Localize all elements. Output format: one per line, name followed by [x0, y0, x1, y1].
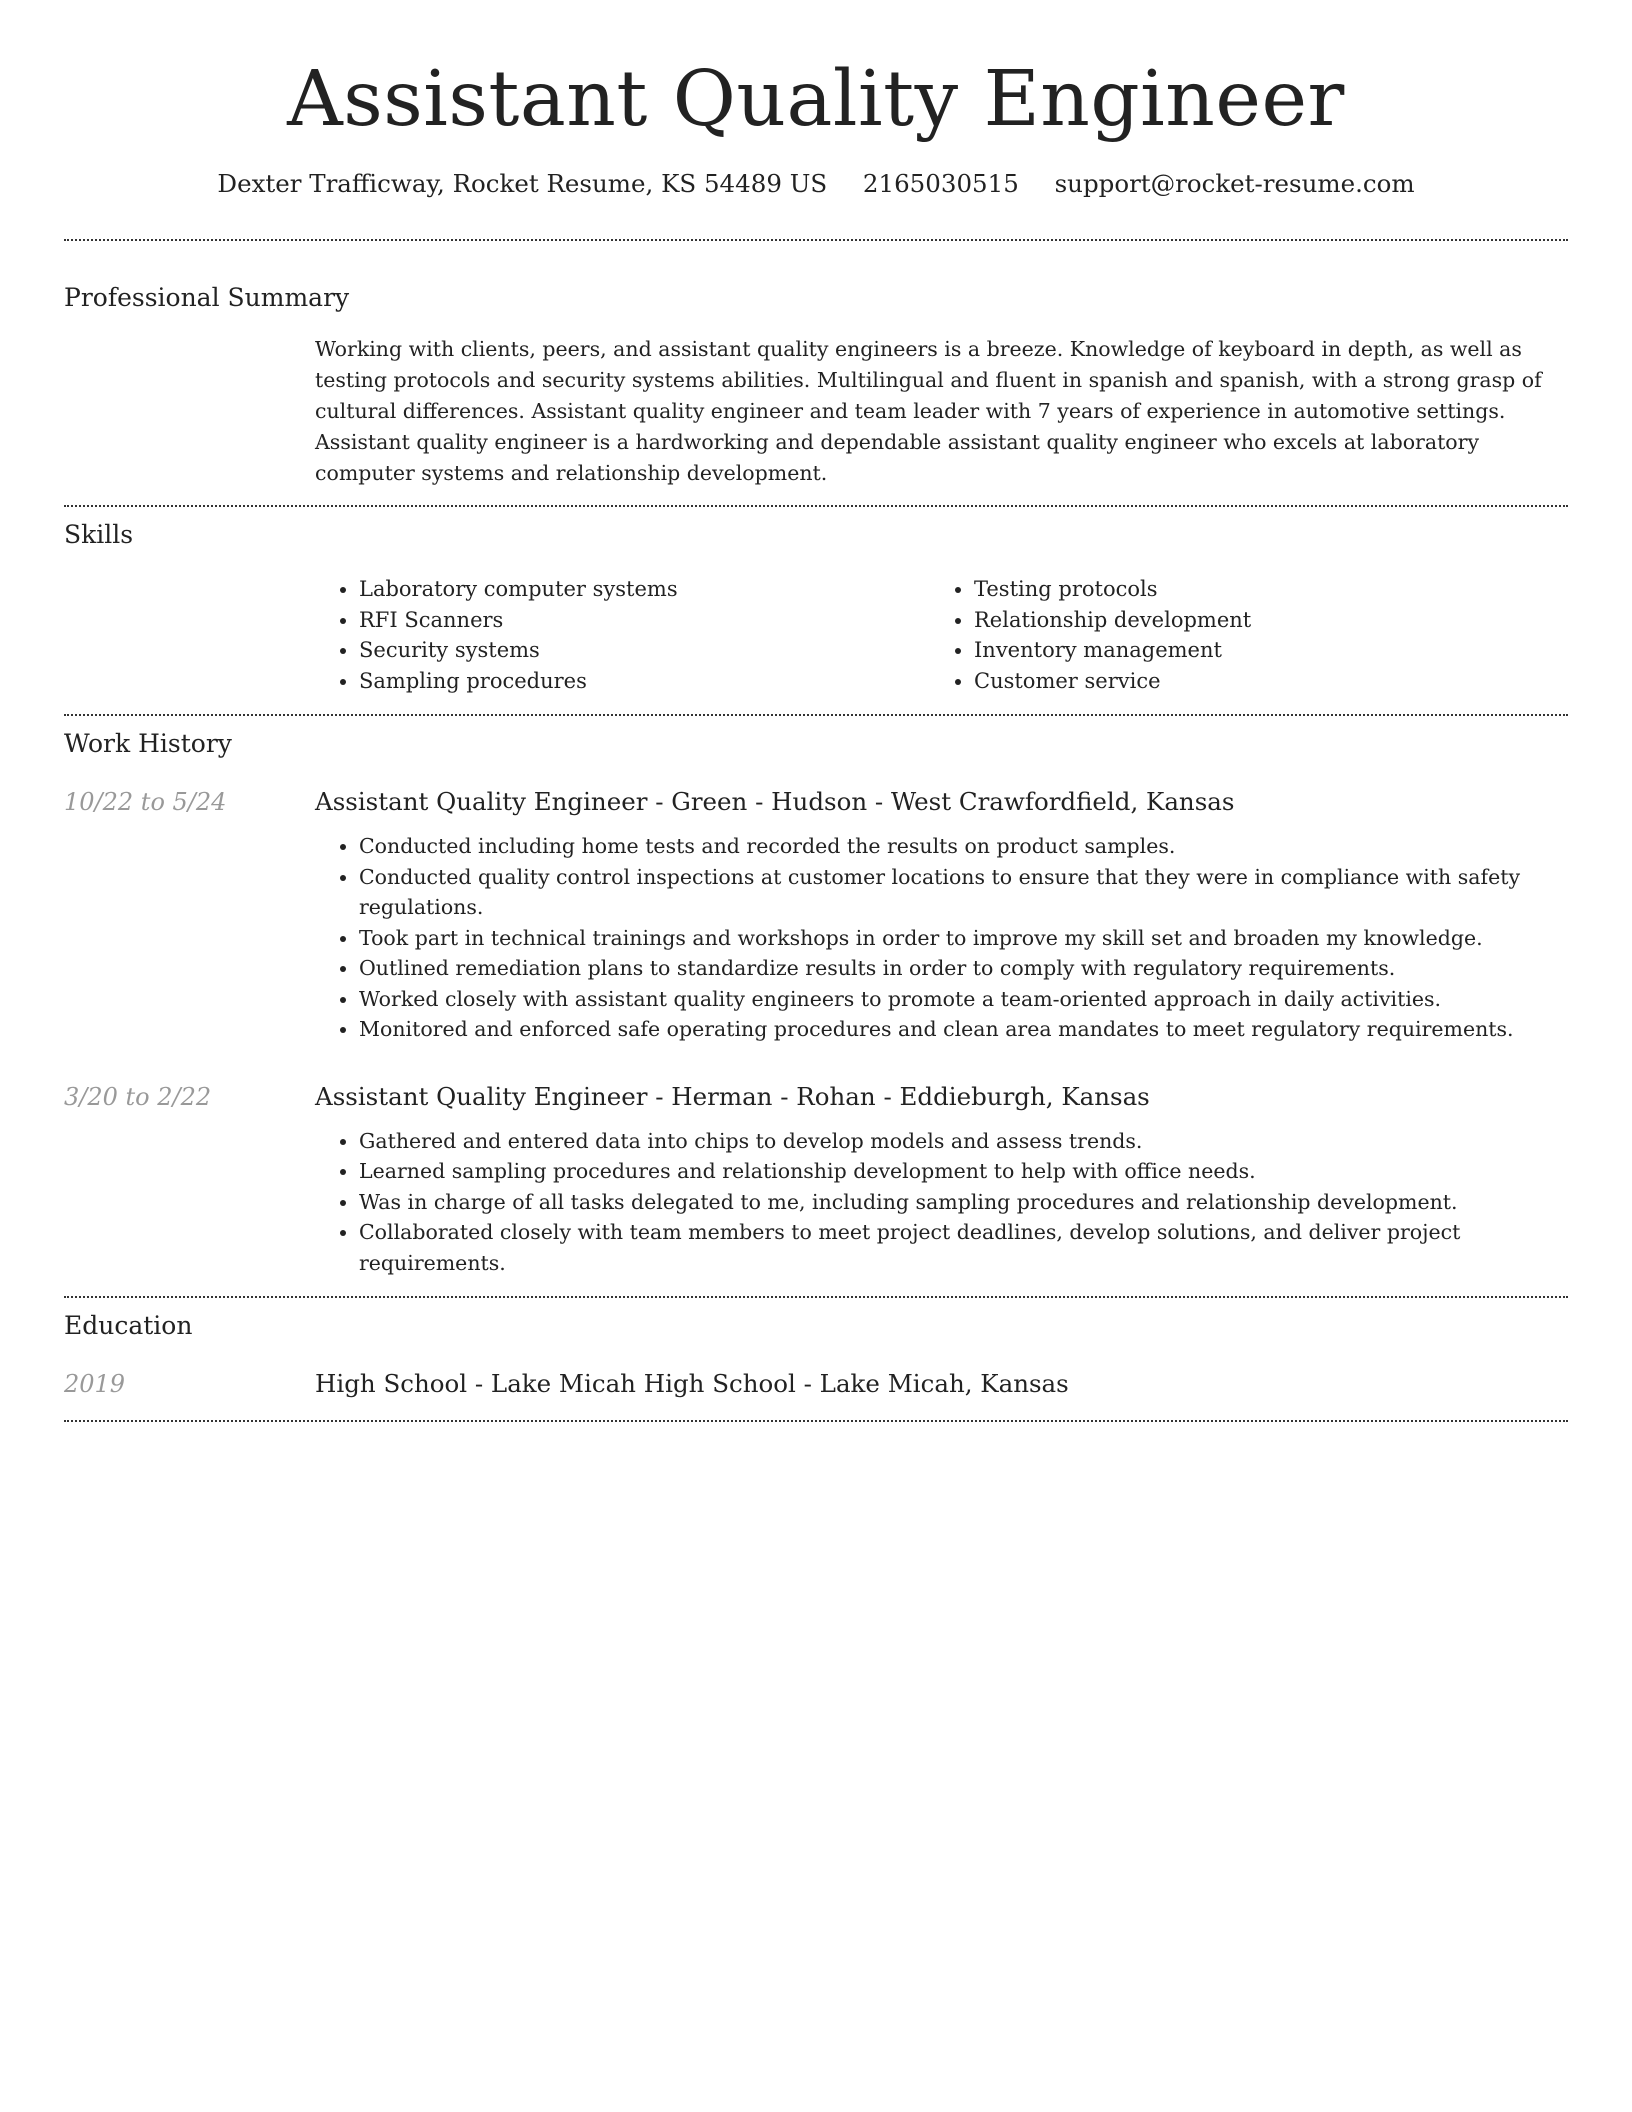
resume-page — [64, 0, 1568, 1422]
section-heading-skills: Skills — [64, 520, 134, 549]
skills-list — [315, 574, 1568, 696]
skills-left-column — [64, 574, 315, 696]
skill-item: • Security systems — [359, 635, 930, 666]
job-bullet: • Learned sampling procedures and relationship development to help with office needs. — [359, 1156, 1568, 1187]
skills-section — [64, 519, 1568, 696]
summary-text: Working with clients, peers, and assistant quality engineers is a breeze. Knowledge of keyboard in depth, as well as testing protocols and security systems abilities. Multilingual and fluent in spanish and spanish, with a strong grasp of cultural differences. Assistant quality engineer and team leader with 7 years of experience in automotive settings. Assistant quality engineer is a hardworking and dependable assistant quality engineer who excels at laboratory computer systems and relationship development. — [315, 337, 1542, 485]
contact-phone: 2165030515 — [862, 169, 1019, 198]
job-bullet: • Took part in technical trainings and workshops in order to improve my skill set and broaden my knowledge. — [359, 923, 1568, 954]
contact-address: Dexter Trafficway, Rocket Resume, KS 54489 US — [217, 169, 828, 198]
job-bullets — [315, 831, 1568, 1045]
resume-title: Assistant Quality Engineer — [287, 55, 1345, 144]
job-title: Assistant Quality Engineer - Green - Hudson - West Crawfordfield, Kansas — [315, 787, 1235, 816]
skill-item: • Customer service — [974, 666, 1545, 697]
job-entry — [64, 1081, 1568, 1279]
contact-email: support@rocket-resume.com — [1054, 169, 1415, 198]
education-section — [64, 1310, 1568, 1400]
section-heading-education: Education — [64, 1311, 193, 1340]
summary-left-column — [64, 334, 315, 489]
divider — [64, 1420, 1568, 1422]
divider — [64, 505, 1568, 507]
skill-item: • Relationship development — [974, 605, 1545, 636]
skill-item: • Laboratory computer systems — [359, 574, 930, 605]
job-title: Assistant Quality Engineer - Herman - Rohan - Eddieburgh, Kansas — [315, 1081, 1150, 1111]
summary-section — [64, 282, 1568, 489]
job-bullet: • Gathered and entered data into chips to develop models and assess trends. — [359, 1126, 1568, 1157]
job-bullets — [315, 1126, 1568, 1279]
job-bullet: • Conducted quality control inspections at customer locations to ensure that they were in compliance with safety regulations. — [359, 862, 1568, 923]
skills-column-right — [930, 574, 1545, 696]
contact-line — [64, 169, 1568, 199]
job-bullet: • Outlined remediation plans to standardize results in order to comply with regulatory requirements. — [359, 953, 1568, 984]
job-dates: 3/20 to 2/22 — [64, 1082, 212, 1111]
divider — [64, 239, 1568, 241]
skill-item: • Inventory management — [974, 635, 1545, 666]
job-bullet: • Was in charge of all tasks delegated to me, including sampling procedures and relationship development. — [359, 1187, 1568, 1218]
job-bullet: • Monitored and enforced safe operating procedures and clean area mandates to meet regulatory requirements. — [359, 1014, 1568, 1045]
education-entry — [64, 1368, 1568, 1400]
education-year: 2019 — [64, 1370, 126, 1398]
divider — [64, 714, 1568, 716]
skill-item: • Testing protocols — [974, 574, 1545, 605]
job-bullet: • Conducted including home tests and recorded the results on product samples. — [359, 831, 1568, 862]
work-section — [64, 728, 1568, 1278]
skill-item: • RFI Scanners — [359, 605, 930, 636]
job-bullet: • Collaborated closely with team members to meet project deadlines, develop solutions, and deliver project requirements. — [359, 1217, 1568, 1278]
skills-column-left — [315, 574, 930, 696]
education-title: High School - Lake Micah High School - Lake Micah, Kansas — [315, 1369, 1069, 1398]
section-heading-summary: Professional Summary — [64, 283, 350, 312]
divider — [64, 1296, 1568, 1298]
skill-item: • Sampling procedures — [359, 666, 930, 697]
job-bullet: • Worked closely with assistant quality engineers to promote a team-oriented approach in daily activities. — [359, 984, 1568, 1015]
section-heading-work: Work History — [64, 729, 232, 758]
job-dates: 10/22 to 5/24 — [64, 788, 227, 816]
job-entry — [64, 786, 1568, 1045]
